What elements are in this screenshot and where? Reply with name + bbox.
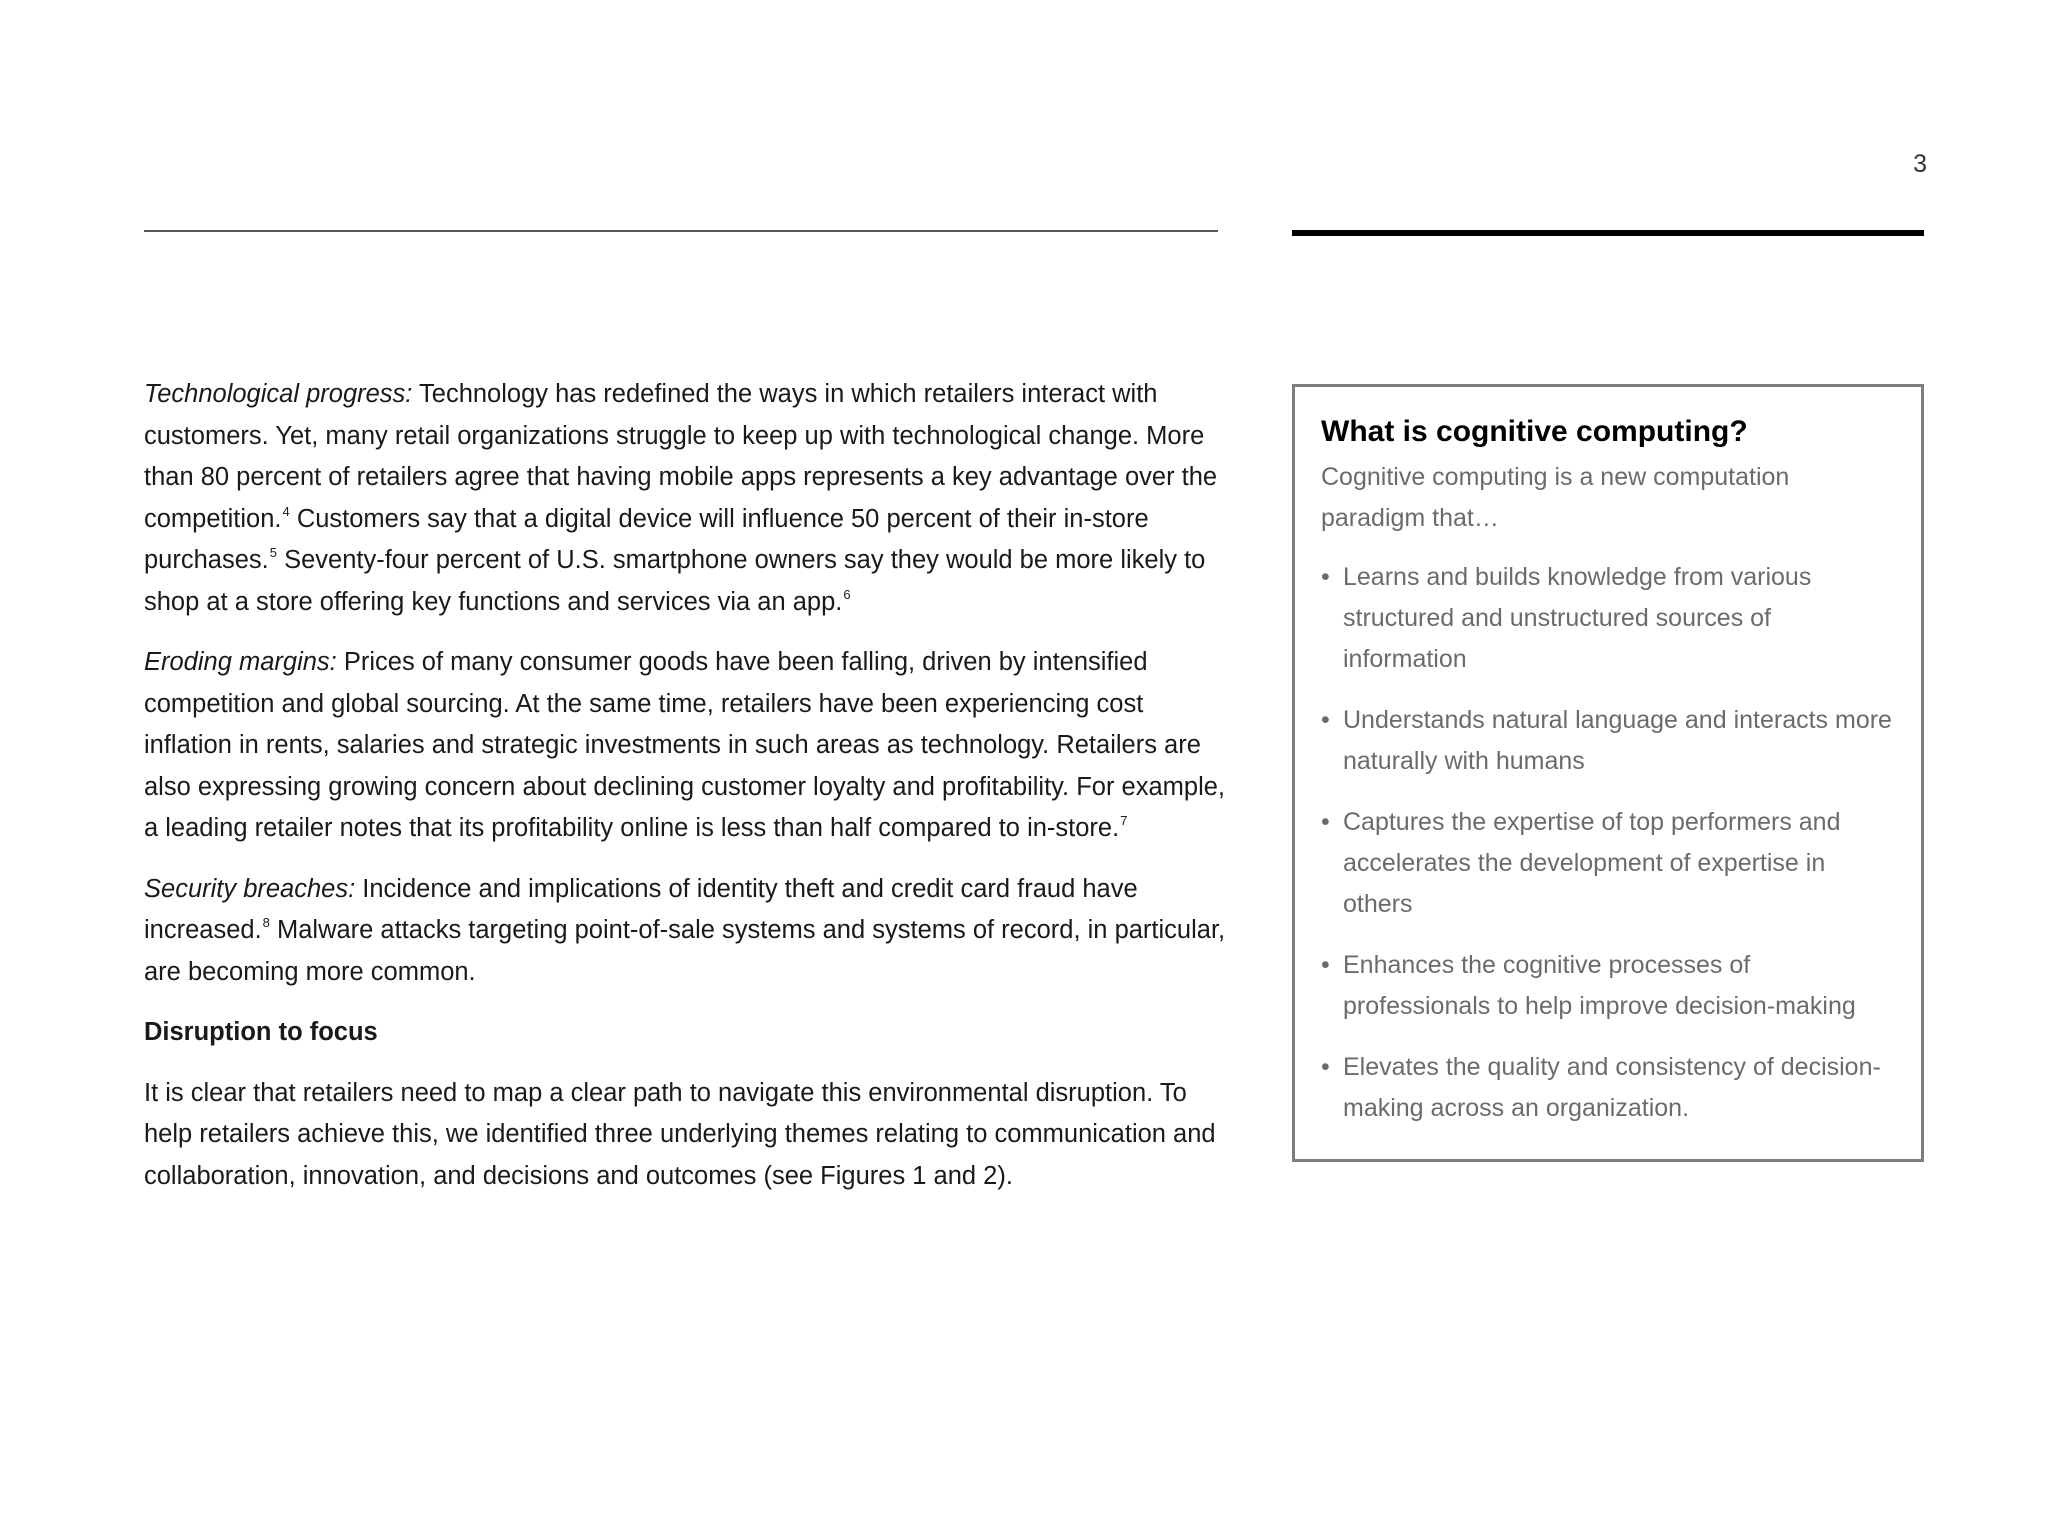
bullet-icon: • (1321, 563, 1330, 591)
paragraph-text: Technology has redefined the ways in which retailers interact with customers. Yet, many retail organizations struggle to keep up with technological change. More than 80 percent of retailers agree that having mobile apps represents a key advantage over the competition. (144, 380, 1218, 533)
bullet-item (1321, 700, 1897, 782)
paragraph-label: Technological progress: (144, 380, 413, 408)
bullet-item (1321, 557, 1897, 680)
paragraph-label: Security breaches: (144, 874, 356, 903)
section-paragraph: It is clear that retailers need to map a clear path to navigate this environmental disruption. To help retailers achieve this, we identified three underlying themes relating to communication and collaboration, innovation, and decisions and outcomes (see Figures 1 and 2). (144, 1078, 1216, 1190)
bullet-text: Understands natural language and interacts more naturally with humans (1343, 706, 1892, 775)
paragraph-text: Prices of many consumer goods have been falling, driven by intensified competition and global sourcing. At the same time, retailers have been experiencing cost inflation in rents, salaries and strategic investments in such areas as technology. Retailers are also expressing growing concern about declining customer loyalty and profitability. For example, a leading retailer notes that its profitability online is less than half compared to in-store. (144, 648, 1225, 842)
paragraph-technological-progress (144, 374, 1234, 623)
paragraph-text: Malware attacks targeting point-of-sale systems and systems of record, in particular, are becoming more common. (144, 916, 1226, 986)
footnote-ref: 8 (262, 915, 270, 930)
bullet-text: Captures the expertise of top performers and accelerates the development of expertise in others (1343, 808, 1841, 918)
paragraph-text: Customers say that a digital device will influence 50 percent of their in-store purchases. (144, 504, 1149, 574)
page-number: 3 (1913, 150, 1927, 178)
main-column (144, 374, 1234, 1216)
bullet-item (1321, 945, 1897, 1027)
sidebar-intro: Cognitive computing is a new computation paradigm that… (1321, 463, 1790, 532)
bullet-text: Enhances the cognitive processes of professionals to help improve decision-making (1343, 951, 1856, 1020)
bullet-item (1321, 802, 1897, 925)
paragraph-text: Incidence and implications of identity theft and credit card fraud have increased. (144, 874, 1138, 944)
bullet-icon: • (1321, 951, 1330, 979)
sidebar-box (1292, 384, 1924, 1162)
footnote-ref: 4 (282, 503, 290, 519)
bullet-icon: • (1321, 1053, 1330, 1081)
sidebar-bullet-list (1321, 557, 1897, 1129)
footnote-ref: 7 (1120, 813, 1128, 828)
bullet-text: Learns and builds knowledge from various structured and unstructured sources of information (1343, 563, 1812, 673)
footnote-ref: 6 (843, 586, 851, 602)
bullet-text: Elevates the quality and consistency of decision-making across an organization. (1343, 1053, 1881, 1122)
footnote-ref: 5 (269, 545, 277, 560)
header-rule-right (1292, 230, 1924, 236)
paragraph-eroding-margins (144, 642, 1234, 850)
section-heading: Disruption to focus (144, 1018, 378, 1046)
bullet-item (1321, 1047, 1897, 1129)
header-rule-left (144, 230, 1218, 232)
paragraph-security-breaches (144, 869, 1234, 994)
bullet-icon: • (1321, 706, 1330, 734)
sidebar-title: What is cognitive computing? (1321, 415, 1748, 448)
paragraph-label: Eroding margins: (144, 648, 337, 676)
bullet-icon: • (1321, 808, 1330, 836)
paragraph-text: Seventy-four percent of U.S. smartphone owners say they would be more likely to shop at a store offering key functions and services via an app. (144, 546, 1206, 616)
